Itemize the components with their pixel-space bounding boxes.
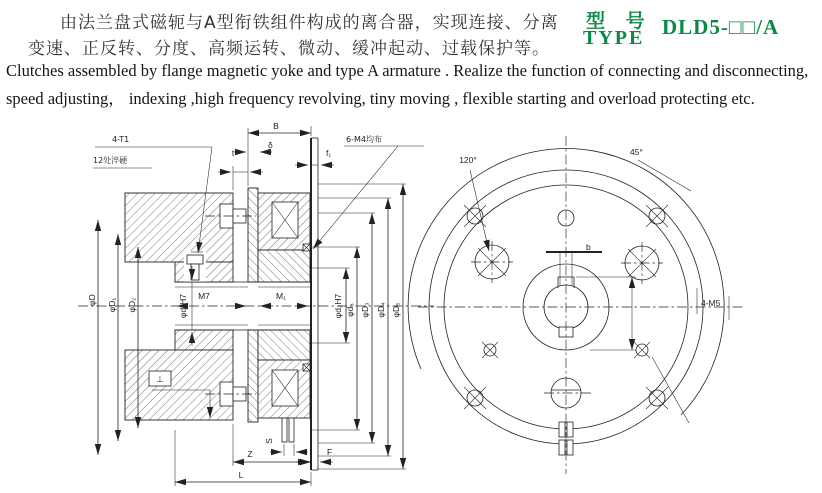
front-bolt-holes	[471, 210, 663, 408]
section-view	[78, 121, 434, 486]
front-right-label: 4-M5	[701, 298, 721, 308]
section-dims-top	[218, 121, 334, 190]
dim-phiD-label: φD	[87, 294, 97, 306]
dim-right-3-label: φD₅	[391, 302, 401, 318]
dim-phiD2-label: φD₂	[127, 297, 137, 313]
model-number: DLD5-□□/A	[662, 15, 780, 39]
dim-S-label: S	[264, 438, 274, 444]
callout-left-line1: 4-T1	[112, 135, 130, 144]
section-magnet-body	[258, 193, 310, 418]
dim-delta-label: δ	[268, 140, 273, 150]
front-keyway	[546, 242, 636, 350]
dim-L-label: L	[238, 470, 244, 480]
dim-Z-label: Z	[247, 449, 253, 459]
front-top-left-label: 120°	[459, 155, 477, 165]
intro-zh-line1: 由法兰盘式磁轭与A型衔铁组件构成的离合器，实现连接、分离	[60, 13, 559, 33]
front-view	[408, 136, 744, 474]
front-angle-label: 45°	[630, 147, 643, 157]
thread-left-label: M7	[198, 291, 210, 301]
dim-bore-left-label: φd₁H7	[178, 294, 188, 318]
dim-f1-label: f₁	[326, 148, 332, 158]
tolerance-symbol: ⊥	[156, 374, 164, 384]
thread-right-label: M₁	[276, 291, 286, 301]
callout-right: 6-M4均布	[346, 135, 382, 144]
intro-zh-line2: 变速、正反转、分度、高频运转、微动、缓冲起动、过载保护等。	[28, 39, 550, 59]
dim-right-1-label: φD₃	[360, 302, 370, 318]
model-label-en: TYPE	[583, 27, 645, 49]
intro-en-line1: Clutches assembled by flange magnetic yoke and type A armature . Realize the function of connecting and disconnecting,	[6, 61, 809, 80]
dim-B-label: B	[273, 121, 279, 131]
section-armature-disc	[248, 188, 258, 422]
callout-left-line2: 12处淬硬	[93, 156, 128, 165]
section-mounting-flange	[311, 138, 318, 470]
dim-t-label: t	[231, 148, 235, 158]
section-dims-right	[311, 184, 406, 469]
section-thread-labels	[177, 291, 308, 306]
section-lead-wire	[282, 418, 294, 442]
key-width-label: b	[586, 242, 591, 252]
intro-en-line2: speed adjusting， indexing ,high frequency revolving, tiny moving , flexible starting and overload protecting etc.	[6, 89, 755, 108]
dim-F-label: F	[327, 447, 333, 457]
dim-phiD1-label: φD₁	[107, 297, 117, 313]
model-label-zh: 型 号	[586, 10, 652, 32]
dim-right-0-label: φd₃	[345, 303, 355, 317]
dim-right-2-label: φD₄	[376, 302, 386, 318]
dim-bore-right-label: φd₂H7	[333, 293, 343, 319]
